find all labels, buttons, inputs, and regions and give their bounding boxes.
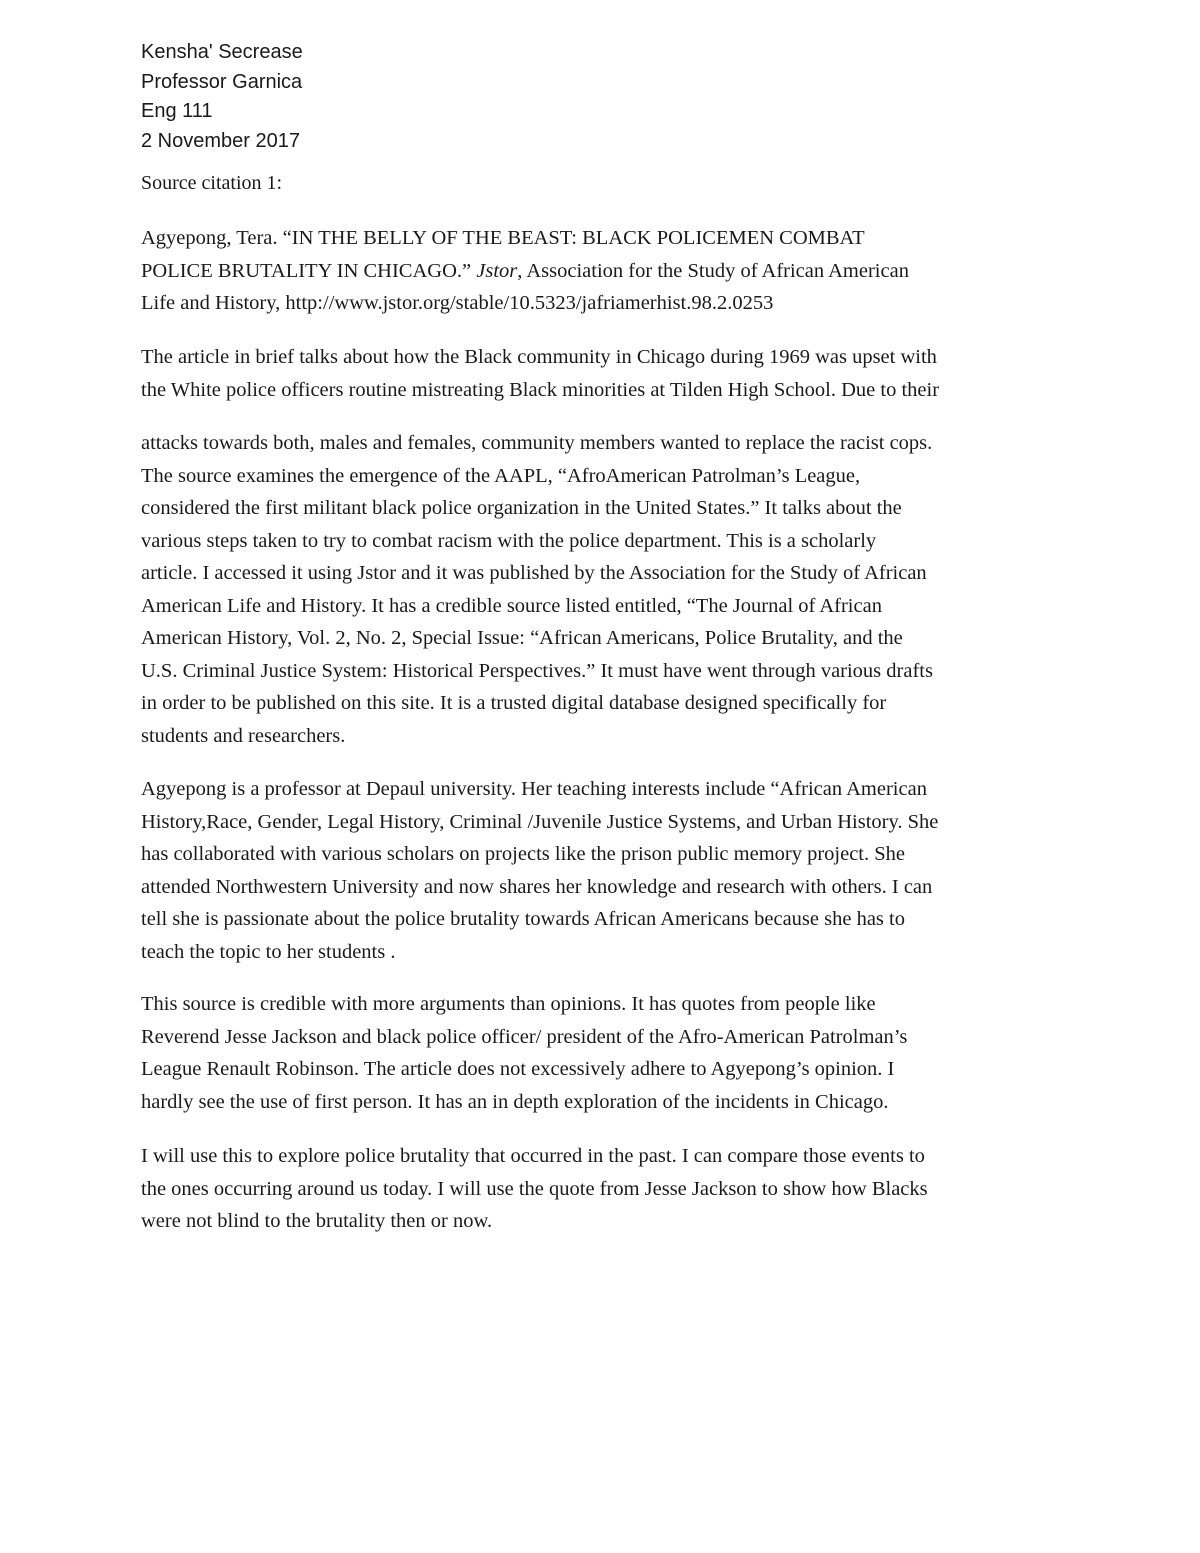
citation-title-end: POLICE BRUTALITY IN CHICAGO.” bbox=[141, 259, 477, 282]
paragraph-usage bbox=[141, 1140, 1071, 1238]
text-line: American History, Vol. 2, No. 2, Special Issue: “African Americans, Police Brutality, and the bbox=[141, 627, 903, 649]
paragraph-author bbox=[141, 773, 1071, 968]
paragraph-credibility bbox=[141, 988, 1071, 1118]
text-line: various steps taken to try to combat racism with the police department. This is a scholarly bbox=[141, 529, 877, 552]
mla-heading bbox=[141, 38, 303, 156]
text-line: Agyepong is a professor at Depaul university. Her teaching interests include “African American bbox=[141, 778, 927, 800]
text-line: The article in brief talks about how the Black community in Chicago during 1969 was upset with bbox=[141, 346, 937, 368]
professor-name: Professor Garnica bbox=[141, 70, 303, 93]
text-line: article. I accessed it using Jstor and it was published by the Association for the Study of African bbox=[141, 562, 927, 584]
text-line: League Renault Robinson. The article does not excessively adhere to Agyepong’s opinion. I bbox=[141, 1058, 895, 1080]
document-date: 2 November 2017 bbox=[141, 129, 300, 152]
citation-line bbox=[141, 255, 1071, 288]
citation-container: Jstor bbox=[476, 259, 518, 282]
text-line: were not blind to the brutality then or now. bbox=[141, 1210, 493, 1232]
text-line: I will use this to explore police brutality that occurred in the past. I can compare those events to bbox=[141, 1145, 925, 1167]
text-line: This source is credible with more arguments than opinions. It has quotes from people like bbox=[141, 993, 876, 1015]
text-line: attended Northwestern University and now shares her knowledge and research with others. I can bbox=[141, 875, 933, 898]
text-line: in order to be published on this site. It is a trusted digital database designed specifically for bbox=[141, 692, 887, 714]
text-line: students and researchers. bbox=[141, 724, 346, 747]
text-line: Reverend Jesse Jackson and black police officer/ president of the Afro-American Patrolman’s bbox=[141, 1025, 908, 1048]
source-label: Source citation 1: bbox=[141, 172, 283, 194]
citation-publisher: , Association for the Study of African American bbox=[517, 259, 909, 282]
text-line: the White police officers routine mistreating Black minorities at Tilden High School. Due to their bbox=[141, 378, 940, 401]
text-line: the ones occurring around us today. I will use the quote from Jesse Jackson to show how Blacks bbox=[141, 1177, 928, 1200]
citation-paragraph bbox=[141, 222, 1071, 320]
citation-line: Life and History, http://www.jstor.org/stable/10.5323/jafriamerhist.98.2.0253 bbox=[141, 292, 774, 314]
paragraph-summary-continued bbox=[141, 427, 1071, 752]
text-line: hardly see the use of first person. It has an in depth exploration of the incidents in Chicago. bbox=[141, 1090, 889, 1113]
text-line: tell she is passionate about the police brutality towards African Americans because she has to bbox=[141, 908, 905, 930]
text-line: teach the topic to her students . bbox=[141, 940, 396, 963]
student-name: Kensha' Secrease bbox=[141, 41, 303, 63]
text-line: has collaborated with various scholars on projects like the prison public memory project. She bbox=[141, 843, 906, 865]
text-line: attacks towards both, males and females, community members wanted to replace the racist cops. bbox=[141, 432, 933, 454]
citation-line: Agyepong, Tera. “IN THE BELLY OF THE BEAST: BLACK POLICEMEN COMBAT bbox=[141, 227, 865, 249]
text-line: considered the first militant black police organization in the United States.” It talks about the bbox=[141, 497, 902, 519]
text-line: American Life and History. It has a credible source listed entitled, “The Journal of African bbox=[141, 594, 882, 617]
text-line: U.S. Criminal Justice System: Historical Perspectives.” It must have went through various drafts bbox=[141, 659, 933, 682]
paragraph-summary bbox=[141, 341, 1071, 406]
course-name: Eng 111 bbox=[141, 100, 213, 122]
text-line: The source examines the emergence of the AAPL, “AfroAmerican Patrolman’s League, bbox=[141, 464, 861, 487]
text-line: History,Race, Gender, Legal History, Criminal /Juvenile Justice Systems, and Urban History. She bbox=[141, 810, 939, 833]
